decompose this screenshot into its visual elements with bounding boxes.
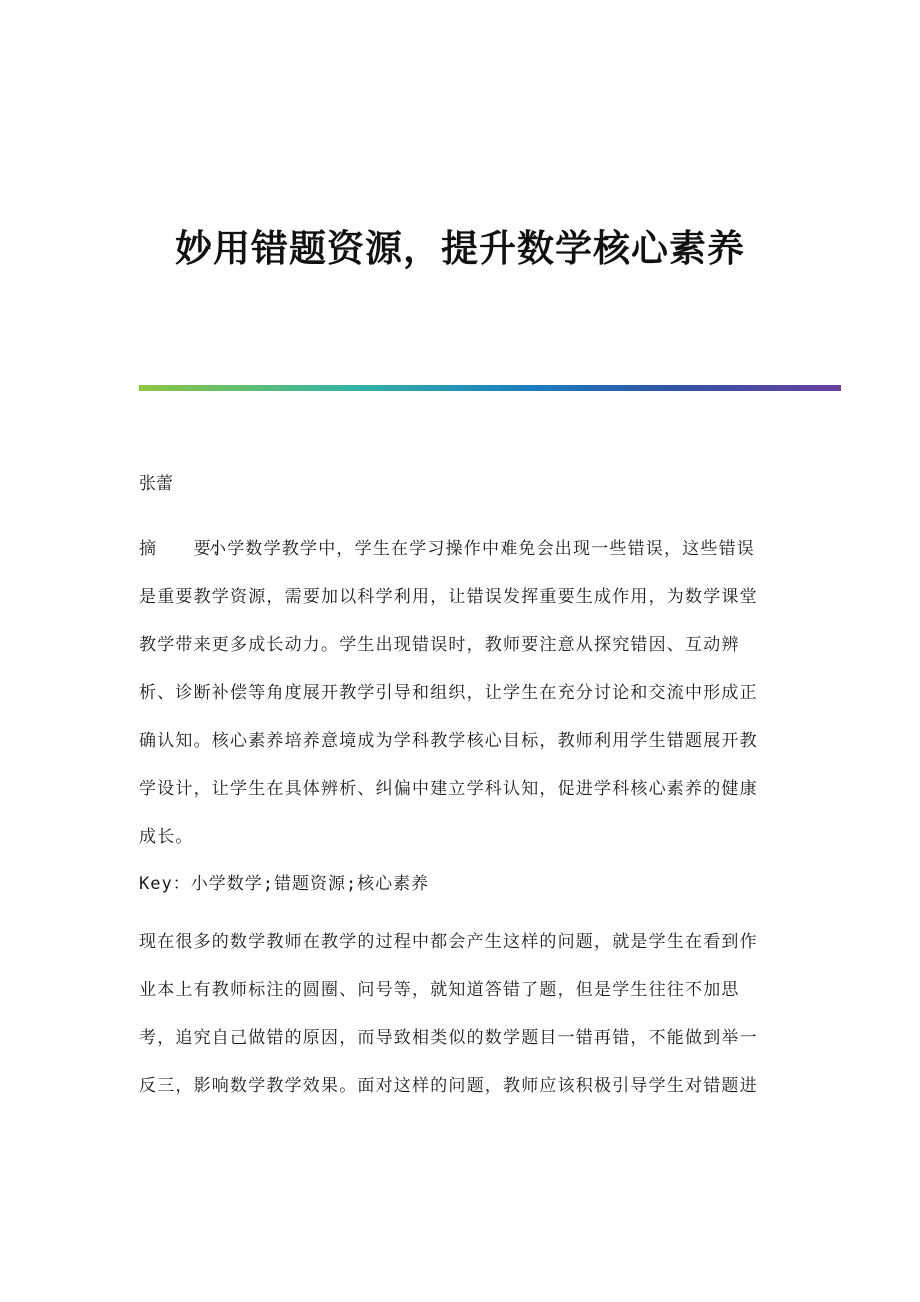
keywords: Key：小学数学;错题资源;核心素养 (139, 874, 430, 894)
abstract-line: 成长。 (139, 827, 194, 847)
abstract-line: 确认知。核心素养培养意境成为学科教学核心目标，教师利用学生错题展开教 (139, 731, 758, 751)
intro-line: 业本上有教师标注的圆圈、问号等，就知道答错了题，但是学生往往不加思 (139, 980, 740, 1000)
abstract-line: 学设计，让学生在具体辨析、纠偏中建立学科认知，促进学科核心素养的健康 (139, 779, 758, 799)
intro-line: 现在很多的数学教师在教学的过程中都会产生这样的问题，就是学生在看到作 (139, 932, 758, 952)
abstract-line-text: 小学数学教学中，学生在学习操作中难免会出现一些错误，这些错误 (209, 539, 755, 559)
abstract-line: 是重要教学资源，需要加以科学利用，让错误发挥重要生成作用，为数学课堂 (139, 587, 758, 607)
abstract (139, 525, 779, 861)
intro-line: 反三，影响数学教学效果。面对这样的问题，教师应该积极引导学生对错题进 (139, 1076, 758, 1096)
intro-line: 考，追究自己做错的原因，而导致相类似的数学题目一错再错，不能做到举一 (139, 1028, 758, 1048)
intro-paragraph (139, 918, 779, 1110)
abstract-line (139, 525, 779, 573)
abstract-line: 教学带来更多成长动力。学生出现错误时，教师要注意从探究错因、互动辨 (139, 635, 740, 655)
title-divider (139, 385, 841, 391)
document-title: 妙用错题资源，提升数学核心素养 (175, 226, 745, 270)
author-name: 张蕾 (139, 474, 173, 494)
abstract-line: 析、诊断补偿等角度展开教学引导和组织，让学生在充分讨论和交流中形成正 (139, 683, 758, 703)
abstract-label: 摘 要： (139, 539, 230, 559)
